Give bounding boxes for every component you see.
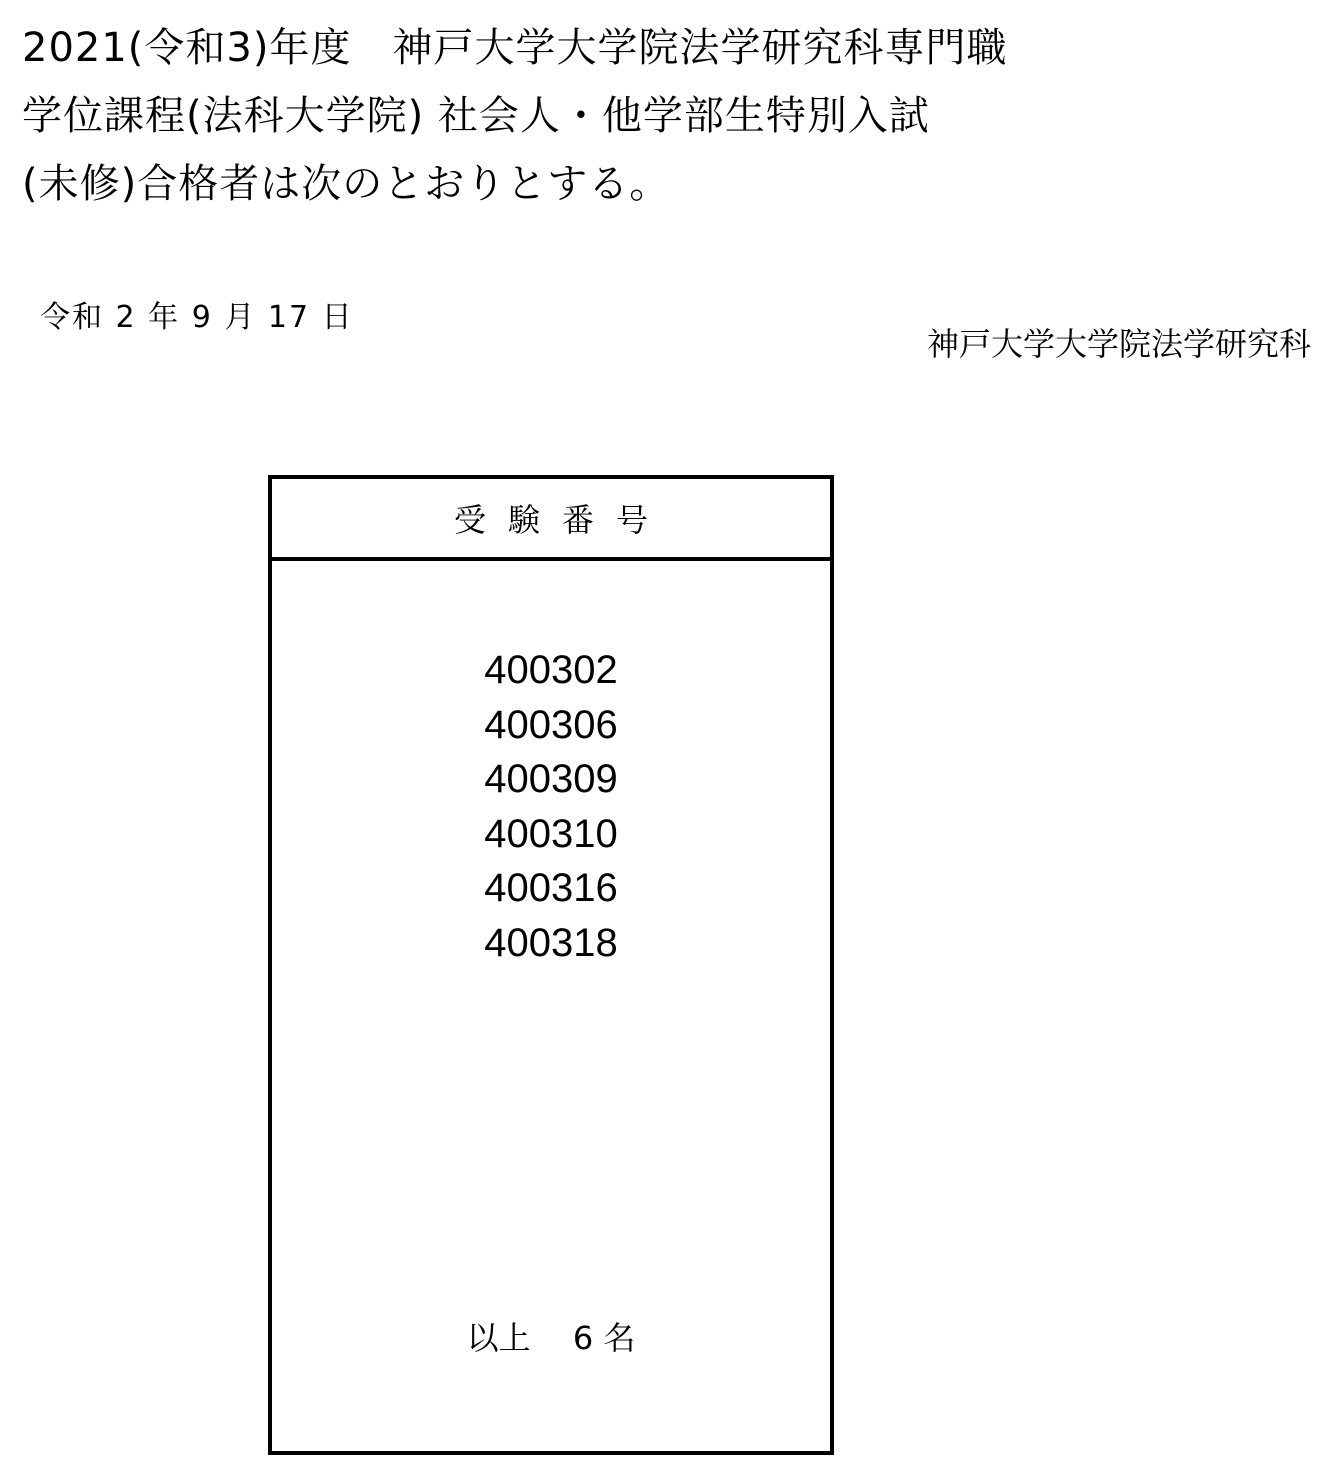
issuing-organization: 神戸大学大学院法学研究科 <box>926 325 1311 363</box>
announcement-title <box>22 14 1312 218</box>
exam-number: 400302 <box>484 648 618 692</box>
total-count: 以上 6 名 <box>466 1319 636 1357</box>
exam-number: 400306 <box>484 702 618 747</box>
exam-number: 400309 <box>484 757 618 801</box>
title-line-2: 学位課程(法科大学院) 社会人・他学部生特別入試 <box>22 93 930 139</box>
table-header: 受験番号 <box>272 479 830 561</box>
exam-number: 400316 <box>484 866 618 910</box>
exam-number-list <box>272 643 830 970</box>
passers-table <box>268 475 834 1455</box>
announcement-date: 令和 2 年 9 月 17 日 <box>40 300 354 335</box>
exam-number: 400310 <box>484 811 618 856</box>
title-line-1: 2021(令和3)年度 神戸大学大学院法学研究科専門職 <box>22 25 1008 71</box>
exam-number: 400318 <box>484 920 618 965</box>
title-line-3: (未修)合格者は次のとおりとする。 <box>22 161 671 207</box>
